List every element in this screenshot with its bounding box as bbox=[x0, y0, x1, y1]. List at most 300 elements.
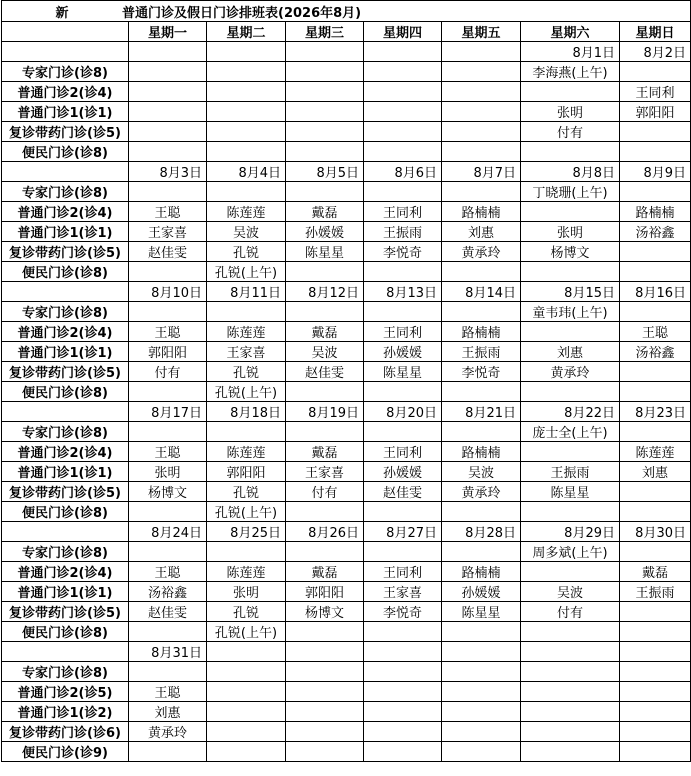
clinic-row bbox=[2, 742, 691, 762]
doctor-cell bbox=[442, 742, 521, 762]
doctor-cell: 王振雨 bbox=[442, 342, 521, 362]
doctor-cell bbox=[364, 702, 442, 722]
doctor-cell bbox=[129, 502, 207, 522]
date-cell: 8月19日 bbox=[286, 402, 364, 422]
date-cell bbox=[521, 642, 620, 662]
doctor-cell: 吴波 bbox=[286, 342, 364, 362]
clinic-label: 便民门诊(诊8) bbox=[2, 622, 129, 642]
doctor-cell bbox=[129, 542, 207, 562]
doctor-cell: 张明 bbox=[129, 462, 207, 482]
doctor-cell: 付有 bbox=[286, 482, 364, 502]
doctor-cell bbox=[521, 722, 620, 742]
doctor-cell bbox=[620, 742, 691, 762]
clinic-label: 专家门诊(诊8) bbox=[2, 422, 129, 442]
doctor-cell bbox=[364, 122, 442, 142]
date-cell: 8月12日 bbox=[286, 282, 364, 302]
clinic-row bbox=[2, 222, 691, 242]
date-cell: 8月11日 bbox=[207, 282, 286, 302]
doctor-cell bbox=[286, 102, 364, 122]
doctor-cell bbox=[286, 382, 364, 402]
date-cell: 8月7日 bbox=[442, 162, 521, 182]
doctor-cell: 陈莲莲 bbox=[620, 442, 691, 462]
clinic-row bbox=[2, 482, 691, 502]
clinic-label: 复诊带药门诊(诊5) bbox=[2, 482, 129, 502]
clinic-row bbox=[2, 722, 691, 742]
clinic-row bbox=[2, 702, 691, 722]
date-row bbox=[2, 162, 691, 182]
doctor-cell bbox=[521, 142, 620, 162]
clinic-label: 专家门诊(诊8) bbox=[2, 302, 129, 322]
doctor-cell bbox=[207, 62, 286, 82]
doctor-cell bbox=[521, 502, 620, 522]
doctor-cell: 路楠楠 bbox=[442, 202, 521, 222]
doctor-cell: 孔锐 bbox=[207, 602, 286, 622]
doctor-cell bbox=[442, 682, 521, 702]
weekday-header: 星期二 bbox=[207, 22, 286, 42]
doctor-cell bbox=[620, 602, 691, 622]
clinic-row bbox=[2, 622, 691, 642]
date-cell: 8月13日 bbox=[364, 282, 442, 302]
doctor-cell bbox=[286, 722, 364, 742]
date-cell bbox=[620, 642, 691, 662]
date-cell: 8月3日 bbox=[129, 162, 207, 182]
doctor-cell bbox=[129, 122, 207, 142]
doctor-cell bbox=[442, 122, 521, 142]
clinic-label: 专家门诊(诊8) bbox=[2, 662, 129, 682]
doctor-cell bbox=[620, 702, 691, 722]
clinic-label: 便民门诊(诊8) bbox=[2, 142, 129, 162]
doctor-cell bbox=[129, 102, 207, 122]
doctor-cell: 李悦奇 bbox=[364, 242, 442, 262]
clinic-row bbox=[2, 682, 691, 702]
clinic-label: 复诊带药门诊(诊5) bbox=[2, 362, 129, 382]
doctor-cell bbox=[521, 622, 620, 642]
doctor-cell: 吴波 bbox=[442, 462, 521, 482]
clinic-row bbox=[2, 442, 691, 462]
doctor-cell bbox=[442, 662, 521, 682]
date-cell: 8月2日 bbox=[620, 42, 691, 62]
date-cell bbox=[364, 642, 442, 662]
doctor-cell bbox=[286, 62, 364, 82]
doctor-cell bbox=[364, 182, 442, 202]
date-cell bbox=[286, 42, 364, 62]
doctor-cell: 王聪 bbox=[620, 322, 691, 342]
doctor-cell: 戴磊 bbox=[286, 202, 364, 222]
clinic-label: 普通门诊2(诊5) bbox=[2, 682, 129, 702]
doctor-cell: 赵佳雯 bbox=[129, 242, 207, 262]
doctor-cell: 陈星星 bbox=[286, 242, 364, 262]
doctor-cell bbox=[442, 422, 521, 442]
doctor-cell: 汤裕鑫 bbox=[129, 582, 207, 602]
clinic-label: 专家门诊(诊8) bbox=[2, 542, 129, 562]
doctor-cell bbox=[620, 722, 691, 742]
doctor-cell bbox=[620, 542, 691, 562]
clinic-row bbox=[2, 562, 691, 582]
doctor-cell bbox=[129, 62, 207, 82]
doctor-cell: 王家喜 bbox=[207, 342, 286, 362]
clinic-label: 普通门诊1(诊1) bbox=[2, 102, 129, 122]
date-row-label bbox=[2, 162, 129, 182]
doctor-cell: 王家喜 bbox=[286, 462, 364, 482]
doctor-cell bbox=[129, 182, 207, 202]
doctor-cell: 杨博文 bbox=[286, 602, 364, 622]
doctor-cell bbox=[364, 262, 442, 282]
doctor-cell bbox=[286, 742, 364, 762]
doctor-cell: 王同利 bbox=[620, 82, 691, 102]
date-cell bbox=[129, 42, 207, 62]
doctor-cell bbox=[129, 662, 207, 682]
doctor-cell bbox=[521, 262, 620, 282]
doctor-cell: 陈星星 bbox=[364, 362, 442, 382]
date-cell bbox=[207, 642, 286, 662]
clinic-label: 普通门诊1(诊1) bbox=[2, 582, 129, 602]
doctor-cell: 张明 bbox=[521, 222, 620, 242]
doctor-cell bbox=[286, 262, 364, 282]
doctor-cell bbox=[442, 102, 521, 122]
clinic-label: 普通门诊1(诊1) bbox=[2, 342, 129, 362]
title-text: 普通门诊及假日门诊排班表(2026年8月) bbox=[122, 5, 362, 21]
date-row bbox=[2, 402, 691, 422]
clinic-label: 普通门诊1(诊2) bbox=[2, 702, 129, 722]
doctor-cell: 赵佳雯 bbox=[286, 362, 364, 382]
doctor-cell bbox=[286, 422, 364, 442]
doctor-cell: 庞士全(上午) bbox=[521, 422, 620, 442]
clinic-label: 便民门诊(诊8) bbox=[2, 262, 129, 282]
doctor-cell: 郭阳阳 bbox=[129, 342, 207, 362]
doctor-cell bbox=[364, 682, 442, 702]
doctor-cell: 吴波 bbox=[521, 582, 620, 602]
doctor-cell bbox=[620, 482, 691, 502]
date-row-label bbox=[2, 522, 129, 542]
doctor-cell: 孔锐(上午) bbox=[207, 502, 286, 522]
clinic-label: 便民门诊(诊9) bbox=[2, 742, 129, 762]
doctor-cell: 刘惠 bbox=[129, 702, 207, 722]
date-cell: 8月21日 bbox=[442, 402, 521, 422]
clinic-label: 专家门诊(诊8) bbox=[2, 182, 129, 202]
doctor-cell bbox=[442, 542, 521, 562]
doctor-cell bbox=[442, 702, 521, 722]
doctor-cell: 陈莲莲 bbox=[207, 322, 286, 342]
date-row bbox=[2, 522, 691, 542]
date-row bbox=[2, 642, 691, 662]
date-row-label bbox=[2, 642, 129, 662]
clinic-row bbox=[2, 362, 691, 382]
clinic-label: 复诊带药门诊(诊5) bbox=[2, 242, 129, 262]
clinic-row bbox=[2, 462, 691, 482]
doctor-cell: 王同利 bbox=[364, 322, 442, 342]
doctor-cell bbox=[620, 62, 691, 82]
doctor-cell: 王同利 bbox=[364, 562, 442, 582]
clinic-row bbox=[2, 542, 691, 562]
doctor-cell: 刘惠 bbox=[521, 342, 620, 362]
doctor-cell bbox=[364, 662, 442, 682]
doctor-cell: 王聪 bbox=[129, 562, 207, 582]
clinic-row bbox=[2, 602, 691, 622]
doctor-cell: 孔锐 bbox=[207, 482, 286, 502]
doctor-cell bbox=[129, 422, 207, 442]
doctor-cell: 王聪 bbox=[129, 202, 207, 222]
clinic-row bbox=[2, 342, 691, 362]
doctor-cell: 刘惠 bbox=[442, 222, 521, 242]
doctor-cell: 路楠楠 bbox=[442, 562, 521, 582]
doctor-cell bbox=[521, 82, 620, 102]
doctor-cell: 路楠楠 bbox=[442, 322, 521, 342]
doctor-cell: 陈星星 bbox=[442, 602, 521, 622]
doctor-cell bbox=[129, 382, 207, 402]
doctor-cell: 黄承玲 bbox=[129, 722, 207, 742]
date-cell: 8月31日 bbox=[129, 642, 207, 662]
date-cell: 8月23日 bbox=[620, 402, 691, 422]
clinic-row bbox=[2, 102, 691, 122]
doctor-cell bbox=[442, 262, 521, 282]
doctor-cell: 陈莲莲 bbox=[207, 562, 286, 582]
doctor-cell bbox=[364, 62, 442, 82]
doctor-cell: 陈莲莲 bbox=[207, 202, 286, 222]
doctor-cell: 孔锐 bbox=[207, 242, 286, 262]
clinic-row bbox=[2, 302, 691, 322]
doctor-cell bbox=[364, 722, 442, 742]
clinic-label: 复诊带药门诊(诊5) bbox=[2, 122, 129, 142]
doctor-cell: 戴磊 bbox=[286, 442, 364, 462]
clinic-row bbox=[2, 202, 691, 222]
date-cell: 8月1日 bbox=[521, 42, 620, 62]
weekday-header: 星期六 bbox=[521, 22, 620, 42]
doctor-cell: 郭阳阳 bbox=[207, 462, 286, 482]
doctor-cell bbox=[620, 122, 691, 142]
doctor-cell bbox=[442, 722, 521, 742]
doctor-cell: 郭阳阳 bbox=[620, 102, 691, 122]
doctor-cell: 童韦玮(上午) bbox=[521, 302, 620, 322]
doctor-cell bbox=[207, 122, 286, 142]
doctor-cell: 付有 bbox=[521, 602, 620, 622]
doctor-cell bbox=[620, 262, 691, 282]
doctor-cell bbox=[286, 682, 364, 702]
schedule-sheet bbox=[1, 0, 691, 762]
date-cell: 8月29日 bbox=[521, 522, 620, 542]
doctor-cell bbox=[364, 622, 442, 642]
doctor-cell bbox=[286, 182, 364, 202]
doctor-cell bbox=[442, 62, 521, 82]
doctor-cell bbox=[364, 142, 442, 162]
doctor-cell bbox=[442, 302, 521, 322]
doctor-cell bbox=[620, 682, 691, 702]
doctor-cell bbox=[207, 102, 286, 122]
doctor-cell: 李悦奇 bbox=[442, 362, 521, 382]
doctor-cell bbox=[286, 302, 364, 322]
doctor-cell bbox=[129, 262, 207, 282]
doctor-cell bbox=[129, 302, 207, 322]
doctor-cell: 周多斌(上午) bbox=[521, 542, 620, 562]
doctor-cell bbox=[620, 382, 691, 402]
doctor-cell: 汤裕鑫 bbox=[620, 222, 691, 242]
doctor-cell: 王同利 bbox=[364, 442, 442, 462]
doctor-cell bbox=[442, 142, 521, 162]
doctor-cell: 丁晓珊(上午) bbox=[521, 182, 620, 202]
clinic-row bbox=[2, 262, 691, 282]
doctor-cell bbox=[207, 182, 286, 202]
weekday-header: 星期五 bbox=[442, 22, 521, 42]
doctor-cell bbox=[364, 302, 442, 322]
clinic-label: 复诊带药门诊(诊6) bbox=[2, 722, 129, 742]
date-cell bbox=[286, 642, 364, 662]
doctor-cell bbox=[129, 82, 207, 102]
doctor-cell: 孔锐(上午) bbox=[207, 262, 286, 282]
date-cell: 8月15日 bbox=[521, 282, 620, 302]
doctor-cell bbox=[364, 542, 442, 562]
clinic-row bbox=[2, 502, 691, 522]
doctor-cell: 陈星星 bbox=[521, 482, 620, 502]
date-cell: 8月27日 bbox=[364, 522, 442, 542]
date-cell: 8月9日 bbox=[620, 162, 691, 182]
date-row bbox=[2, 282, 691, 302]
doctor-cell: 李海燕(上午) bbox=[521, 62, 620, 82]
doctor-cell: 孔锐(上午) bbox=[207, 382, 286, 402]
doctor-cell: 孙媛媛 bbox=[286, 222, 364, 242]
doctor-cell: 陈莲莲 bbox=[207, 442, 286, 462]
date-row bbox=[2, 42, 691, 62]
date-row-label bbox=[2, 402, 129, 422]
doctor-cell bbox=[364, 82, 442, 102]
doctor-cell bbox=[207, 302, 286, 322]
sheet-title bbox=[2, 1, 691, 22]
clinic-row bbox=[2, 142, 691, 162]
doctor-cell bbox=[207, 702, 286, 722]
clinic-row bbox=[2, 382, 691, 402]
date-cell bbox=[442, 642, 521, 662]
doctor-cell: 戴磊 bbox=[286, 562, 364, 582]
doctor-cell: 黄承玲 bbox=[442, 482, 521, 502]
schedule-table bbox=[1, 0, 691, 762]
header-corner bbox=[2, 22, 129, 42]
doctor-cell: 王同利 bbox=[364, 202, 442, 222]
doctor-cell bbox=[521, 382, 620, 402]
date-cell: 8月20日 bbox=[364, 402, 442, 422]
date-cell: 8月8日 bbox=[521, 162, 620, 182]
doctor-cell bbox=[521, 702, 620, 722]
date-cell: 8月30日 bbox=[620, 522, 691, 542]
doctor-cell: 黄承玲 bbox=[442, 242, 521, 262]
clinic-row bbox=[2, 182, 691, 202]
doctor-cell bbox=[286, 662, 364, 682]
doctor-cell bbox=[620, 362, 691, 382]
doctor-cell: 杨博文 bbox=[129, 482, 207, 502]
doctor-cell bbox=[364, 382, 442, 402]
doctor-cell: 孔锐 bbox=[207, 362, 286, 382]
weekday-header: 星期四 bbox=[364, 22, 442, 42]
doctor-cell bbox=[442, 182, 521, 202]
weekday-header: 星期一 bbox=[129, 22, 207, 42]
weekday-header: 星期日 bbox=[620, 22, 691, 42]
clinic-label: 普通门诊1(诊1) bbox=[2, 462, 129, 482]
doctor-cell: 汤裕鑫 bbox=[620, 342, 691, 362]
date-cell: 8月10日 bbox=[129, 282, 207, 302]
doctor-cell: 王振雨 bbox=[620, 582, 691, 602]
doctor-cell: 黄承玲 bbox=[521, 362, 620, 382]
doctor-cell bbox=[207, 742, 286, 762]
date-cell: 8月6日 bbox=[364, 162, 442, 182]
date-cell: 8月17日 bbox=[129, 402, 207, 422]
weekday-header: 星期三 bbox=[286, 22, 364, 42]
date-cell: 8月16日 bbox=[620, 282, 691, 302]
doctor-cell bbox=[286, 702, 364, 722]
doctor-cell bbox=[521, 662, 620, 682]
doctor-cell bbox=[286, 122, 364, 142]
doctor-cell bbox=[364, 742, 442, 762]
doctor-cell bbox=[620, 182, 691, 202]
date-cell: 8月18日 bbox=[207, 402, 286, 422]
title-prefix: 新 bbox=[55, 5, 69, 21]
doctor-cell: 王家喜 bbox=[364, 582, 442, 602]
weekday-header-row bbox=[2, 22, 691, 42]
date-cell: 8月24日 bbox=[129, 522, 207, 542]
date-row-label bbox=[2, 282, 129, 302]
doctor-cell: 王家喜 bbox=[129, 222, 207, 242]
doctor-cell: 刘惠 bbox=[620, 462, 691, 482]
date-cell bbox=[207, 42, 286, 62]
doctor-cell: 王聪 bbox=[129, 682, 207, 702]
clinic-row bbox=[2, 662, 691, 682]
doctor-cell bbox=[620, 622, 691, 642]
doctor-cell: 杨博文 bbox=[521, 242, 620, 262]
date-cell: 8月5日 bbox=[286, 162, 364, 182]
clinic-label: 专家门诊(诊8) bbox=[2, 62, 129, 82]
doctor-cell bbox=[521, 562, 620, 582]
clinic-label: 普通门诊2(诊4) bbox=[2, 82, 129, 102]
doctor-cell: 付有 bbox=[521, 122, 620, 142]
doctor-cell: 付有 bbox=[129, 362, 207, 382]
doctor-cell bbox=[620, 242, 691, 262]
doctor-cell bbox=[207, 82, 286, 102]
doctor-cell bbox=[442, 382, 521, 402]
doctor-cell: 赵佳雯 bbox=[129, 602, 207, 622]
doctor-cell: 孙媛媛 bbox=[364, 342, 442, 362]
date-cell: 8月28日 bbox=[442, 522, 521, 542]
doctor-cell: 戴磊 bbox=[620, 562, 691, 582]
doctor-cell bbox=[207, 722, 286, 742]
doctor-cell bbox=[129, 742, 207, 762]
doctor-cell: 孙媛媛 bbox=[364, 462, 442, 482]
doctor-cell bbox=[521, 742, 620, 762]
doctor-cell: 王振雨 bbox=[521, 462, 620, 482]
clinic-row bbox=[2, 422, 691, 442]
date-cell: 8月25日 bbox=[207, 522, 286, 542]
doctor-cell bbox=[364, 422, 442, 442]
doctor-cell bbox=[207, 682, 286, 702]
doctor-cell bbox=[286, 542, 364, 562]
doctor-cell bbox=[286, 82, 364, 102]
clinic-label: 普通门诊2(诊4) bbox=[2, 202, 129, 222]
doctor-cell bbox=[521, 202, 620, 222]
doctor-cell: 赵佳雯 bbox=[364, 482, 442, 502]
doctor-cell bbox=[521, 322, 620, 342]
clinic-row bbox=[2, 62, 691, 82]
doctor-cell bbox=[207, 542, 286, 562]
doctor-cell: 张明 bbox=[207, 582, 286, 602]
clinic-label: 普通门诊1(诊1) bbox=[2, 222, 129, 242]
doctor-cell: 路楠楠 bbox=[442, 442, 521, 462]
doctor-cell bbox=[620, 422, 691, 442]
doctor-cell bbox=[207, 142, 286, 162]
date-cell: 8月14日 bbox=[442, 282, 521, 302]
doctor-cell: 路楠楠 bbox=[620, 202, 691, 222]
doctor-cell: 王聪 bbox=[129, 442, 207, 462]
date-cell: 8月22日 bbox=[521, 402, 620, 422]
clinic-row bbox=[2, 122, 691, 142]
doctor-cell bbox=[442, 622, 521, 642]
doctor-cell bbox=[286, 502, 364, 522]
clinic-row bbox=[2, 322, 691, 342]
doctor-cell: 孙媛媛 bbox=[442, 582, 521, 602]
